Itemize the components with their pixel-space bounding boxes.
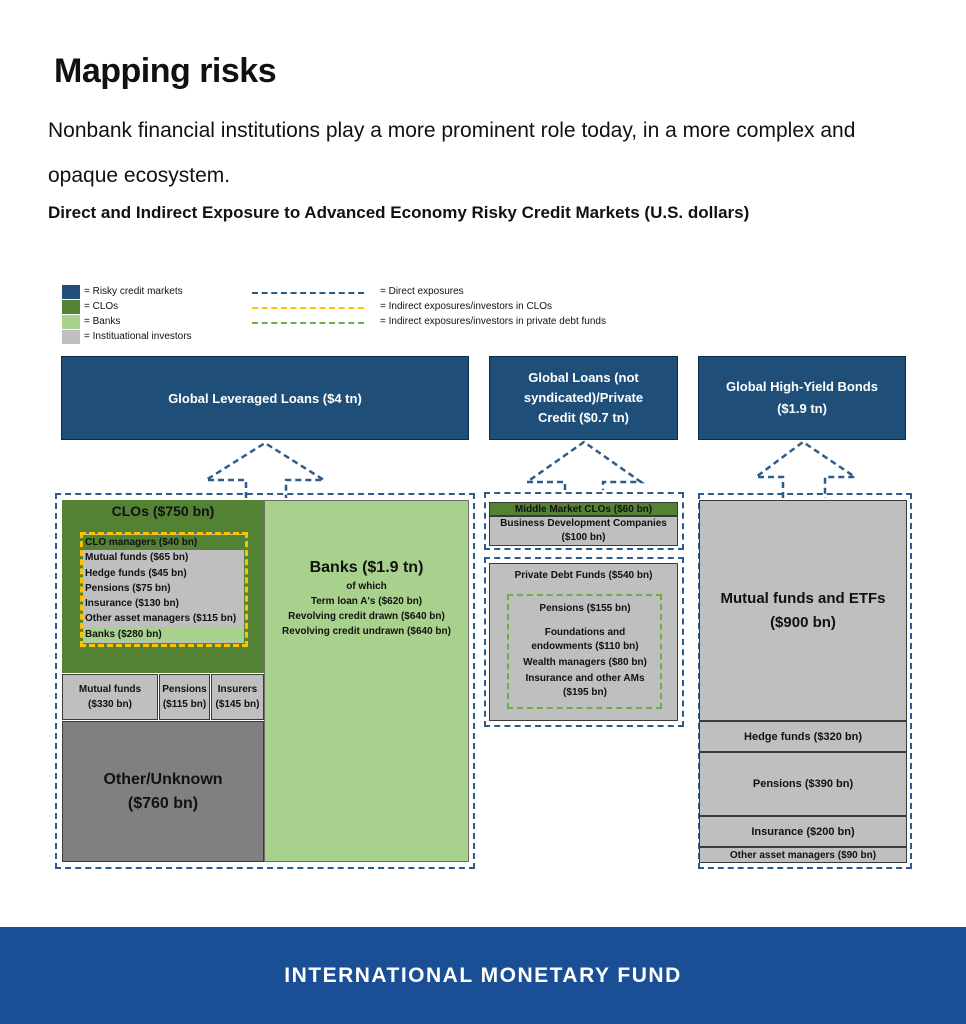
bdc-box (489, 516, 678, 546)
page-subtitle: Nonbank financial institutions play a more prominent role today, in a more complex and opaque ecosystem. (48, 119, 856, 187)
clo-investor-item: Other asset managers ($115 bn) (85, 613, 237, 625)
hy-hedge-funds-box (699, 721, 907, 752)
banks-item: Revolving credit undrawn ($640 bn) (282, 626, 451, 637)
clo-investor-item: Banks ($280 bn) (83, 627, 244, 642)
market-leveraged-label: Global Leveraged Loans ($4 tn) (168, 390, 362, 406)
pensions-box (159, 674, 210, 720)
hy-pensions-label: Pensions ($390 bn) (752, 778, 854, 790)
legend-label-indirect-clos: = Indirect exposures/investors in CLOs (380, 301, 553, 312)
hy-pensions-box (699, 752, 907, 816)
clo-investor-item: CLO managers ($40 bn) (83, 535, 244, 550)
legend-label-banks: = Banks (84, 316, 121, 327)
clo-investor-item: Mutual funds ($65 bn) (85, 552, 189, 564)
mutual-funds-label: Mutual funds (78, 684, 142, 695)
other-unknown-box (62, 721, 264, 862)
arrow-leveraged (206, 443, 324, 498)
hy-insurance-label: Insurance ($200 bn) (751, 825, 855, 838)
insurers-box (211, 674, 264, 720)
banks-title: Banks ($1.9 tn) (309, 559, 424, 576)
banks-item: Revolving credit drawn ($640 bn) (288, 611, 445, 622)
insurers-value: ($145 bn) (215, 699, 260, 710)
hy-other-am-box (699, 847, 907, 863)
pdf-foundations-label: Foundations and (544, 627, 626, 638)
market-hy-line1: Global High-Yield Bonds (726, 379, 878, 394)
clo-investor-item: Pensions ($75 bn) (85, 582, 171, 594)
mutual-funds-etfs-label: Mutual funds and ETFs (720, 589, 886, 607)
bdc-label: Business Development Companies (500, 518, 667, 529)
pdf-title: Private Debt Funds ($540 bn) (514, 570, 653, 581)
hy-hedge-funds-label: Hedge funds ($320 bn) (744, 730, 862, 743)
bdc-value: ($100 bn) (561, 532, 606, 543)
market-loans-line2: syndicated)/Private (523, 390, 644, 405)
clo-investor-item: Insurance ($130 bn) (85, 598, 179, 610)
insurers-label: Insurers (217, 684, 258, 695)
clo-indirect-frame (80, 532, 248, 647)
mutual-funds-value: ($330 bn) (88, 699, 132, 710)
mutual-funds-etfs-value: ($900 bn) (770, 613, 836, 631)
legend-label-indirect-private: = Indirect exposures/investors in private debt funds (380, 316, 606, 327)
page-title: Mapping risks (54, 52, 277, 90)
legend-label-direct: = Direct exposures (380, 286, 464, 297)
clo-investor-item: Hedge funds ($45 bn) (85, 567, 187, 579)
other-unknown-label: Other/Unknown (103, 770, 223, 788)
banks-item: Term loan A's ($620 bn) (310, 596, 423, 607)
pdf-foundations-value: endowments ($110 bn) (531, 641, 639, 652)
market-loans-line1: Global Loans (not (528, 370, 639, 385)
arrow-highyield (756, 442, 855, 498)
mm-clos-box (489, 502, 678, 516)
banks-of-which: of which (346, 581, 387, 592)
footer-banner (0, 927, 966, 1024)
pensions-value: ($115 bn) (162, 699, 207, 710)
clos-title: CLOs ($750 bn) (111, 503, 215, 519)
legend-label-risky: = Risky credit markets (84, 286, 183, 297)
market-hy-line2: ($1.9 tn) (777, 401, 827, 416)
legend-label-clos: = CLOs (84, 301, 119, 312)
pdf-pensions: Pensions ($155 bn) (539, 603, 631, 614)
pdf-insurance-label: Insurance and other AMs (525, 673, 645, 684)
pensions-label: Pensions (162, 684, 207, 695)
pdf-insurance-value: ($195 bn) (563, 687, 607, 698)
hy-insurance-box (699, 816, 907, 847)
mm-clos-label: Middle Market CLOs ($60 bn) (514, 503, 653, 515)
pdf-wealth: Wealth managers ($80 bn) (523, 657, 647, 668)
hy-other-am-label: Other asset managers ($90 bn) (729, 849, 877, 861)
mutual-funds-etfs-box (699, 500, 907, 721)
arrow-private (527, 442, 641, 490)
mutual-funds-box (62, 674, 158, 720)
market-loans-line3: Credit ($0.7 tn) (537, 410, 629, 425)
chart-title: Direct and Indirect Exposure to Advanced Economy Risky Credit Markets (U.S. dollars) (48, 203, 750, 222)
legend-label-institutional: = Instituational investors (84, 331, 192, 342)
footer-org-name: INTERNATIONAL MONETARY FUND (284, 963, 682, 987)
other-unknown-value: ($760 bn) (127, 794, 199, 812)
banks-box (264, 500, 469, 862)
private-debt-investors (510, 602, 660, 706)
